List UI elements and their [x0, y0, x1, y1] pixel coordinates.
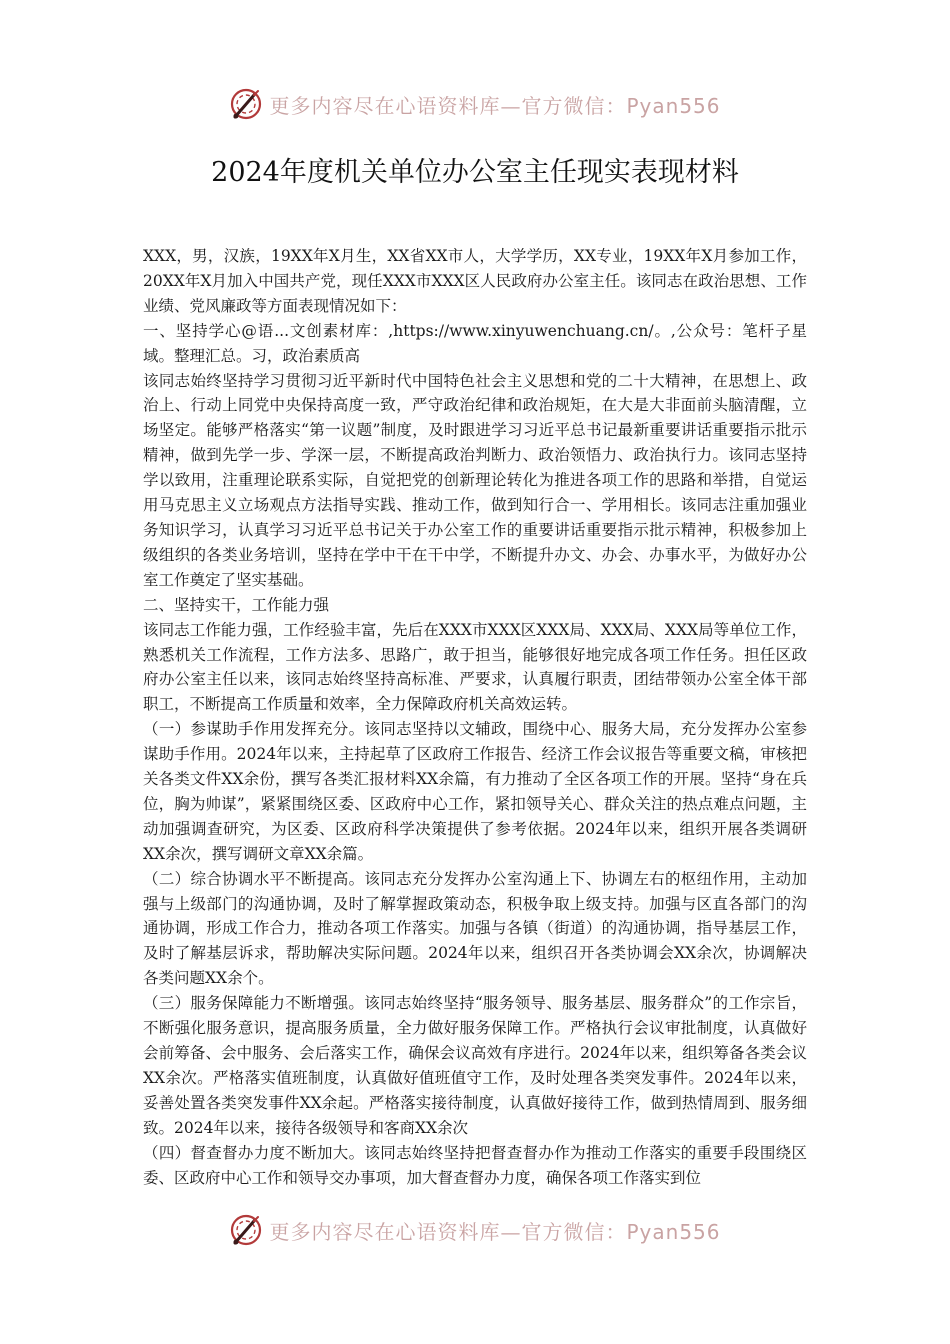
- section-two-heading: 二、坚持实干，工作能力强: [143, 595, 330, 614]
- subsection-one-paragraph: （一）参谋助手作用发挥充分。该同志坚持以文辅政，围绕中心、服务大局，充分发挥办公室参谋助手作用。2024年以来，主持起草了区政府工作报告、经济工作会议报告等重要文稿，审核把关各类文件XX余份，撰写各类汇报材料XX余篇，有力推动了全区各项工作的开展。坚持“身在兵位，胸为帅谋”，紧紧围绕区委、区政府中心工作，紧扣领导关心、群众关注的热点难点问题，主动加强调查研究，为区委、区政府科学决策提供了参考依据。2024年以来，组织开展各类调研XX余次，撰写调研文章XX余篇。: [143, 720, 807, 863]
- footer-banner-label: 更多内容尽在心语资料库—官方微信：: [269, 1219, 627, 1244]
- subsection-four-paragraph: （四）督查督办力度不断加大。该同志始终坚持把督查督办作为推动工作落实的重要手段围绕区委、区政府中心工作和领导交办事项，加大督查督办力度，确保各项工作落实到位: [143, 1143, 807, 1187]
- section-one-heading: 一、坚持学心@语...文创素材库：,https://www.xinyuwenchuang.cn/。,公众号：笔杆子星域。整理汇总。习，政治素质高: [143, 321, 807, 365]
- ink-brush-logo-icon: [229, 1213, 263, 1247]
- section-one-paragraph: 该同志始终坚持学习贯彻习近平新时代中国特色社会主义思想和党的二十大精神，在思想上、政治上、行动上同党中央保持高度一致，严守政治纪律和政治规矩，在大是大非面前头脑清醒，立场坚定。能够严格落实“第一议题”制度，及时跟进学习习近平总书记最新重要讲话重要指示批示精神，做到先学一步、学深一层，不断提高政治判断力、政治领悟力、政治执行力。该同志坚持学以致用，注重理论联系实际，自觉把党的创新理论转化为推进各项工作的思路和举措，自觉运用马克思主义立场观点方法指导实践、推动工作，做到知行合一、学用相长。该同志注重加强业务知识学习，认真学习习近平总书记关于办公室工作的重要讲话重要指示批示精神，积极参加上级组织的各类业务培训，坚持在学中干在干中学，不断提升办文、办会、办事水平，为做好办公室工作奠定了坚实基础。: [143, 371, 807, 589]
- header-banner-label: 更多内容尽在心语资料库—官方微信：: [269, 93, 627, 118]
- header-banner-handle: Pyan556: [626, 93, 721, 118]
- footer-banner-handle: Pyan556: [626, 1219, 721, 1244]
- footer-banner-text: [269, 1216, 720, 1245]
- ink-brush-logo-icon: [229, 87, 263, 121]
- subsection-three-paragraph: （三）服务保障能力不断增强。该同志始终坚持“服务领导、服务基层、服务群众”的工作宗旨，不断强化服务意识，提高服务质量，全力做好服务保障工作。严格执行会议审批制度，认真做好会前筹备、会中服务、会后落实工作，确保会议高效有序进行。2024年以来，组织筹备各类会议XX余次。严格落实值班制度，认真做好值班值守工作，及时处理各类突发事件。2024年以来，妥善处置各类突发事件XX余起。严格落实接待制度，认真做好接待工作，做到热情周到、服务细致。2024年以来，接待各级领导和客商XX余次: [143, 994, 807, 1137]
- header-banner: [0, 84, 950, 124]
- footer-banner: [0, 1210, 950, 1250]
- document-body: [143, 244, 807, 1190]
- subsection-two-paragraph: （二）综合协调水平不断提高。该同志充分发挥办公室沟通上下、协调左右的枢纽作用，主动加强与上级部门的沟通协调，及时了解掌握政策动态，积极争取上级支持。加强与区直各部门的沟通协调，形成工作合力，推动各项工作落实。加强与各镇（街道）的沟通协调，指导基层工作，及时了解基层诉求，帮助解决实际问题。2024年以来，组织召开各类协调会XX余次，协调解决各类问题XX余个。: [143, 869, 807, 988]
- header-banner-text: [269, 90, 720, 119]
- section-two-paragraph: 该同志工作能力强，工作经验丰富，先后在XXX市XXX区XXX局、XXX局、XXX局等单位工作，熟悉机关工作流程，工作方法多、思路广，敢于担当，能够很好地完成各项工作任务。担任区政府办公室主任以来，该同志始终坚持高标准、严要求，认真履行职责，团结带领办公室全体干部职工，不断提高工作质量和效率，全力保障政府机关高效运转。: [143, 620, 807, 714]
- intro-paragraph: XXX，男，汉族，19XX年X月生，XX省XX市人，大学学历，XX专业，19XX年X月参加工作，20XX年X月加入中国共产党，现任XXX市XXX区人民政府办公室主任。该同志在政治思想、工作业绩、党风廉政等方面表现情况如下：: [143, 247, 807, 315]
- document-title: 2024年度机关单位办公室主任现实表现材料: [211, 157, 739, 188]
